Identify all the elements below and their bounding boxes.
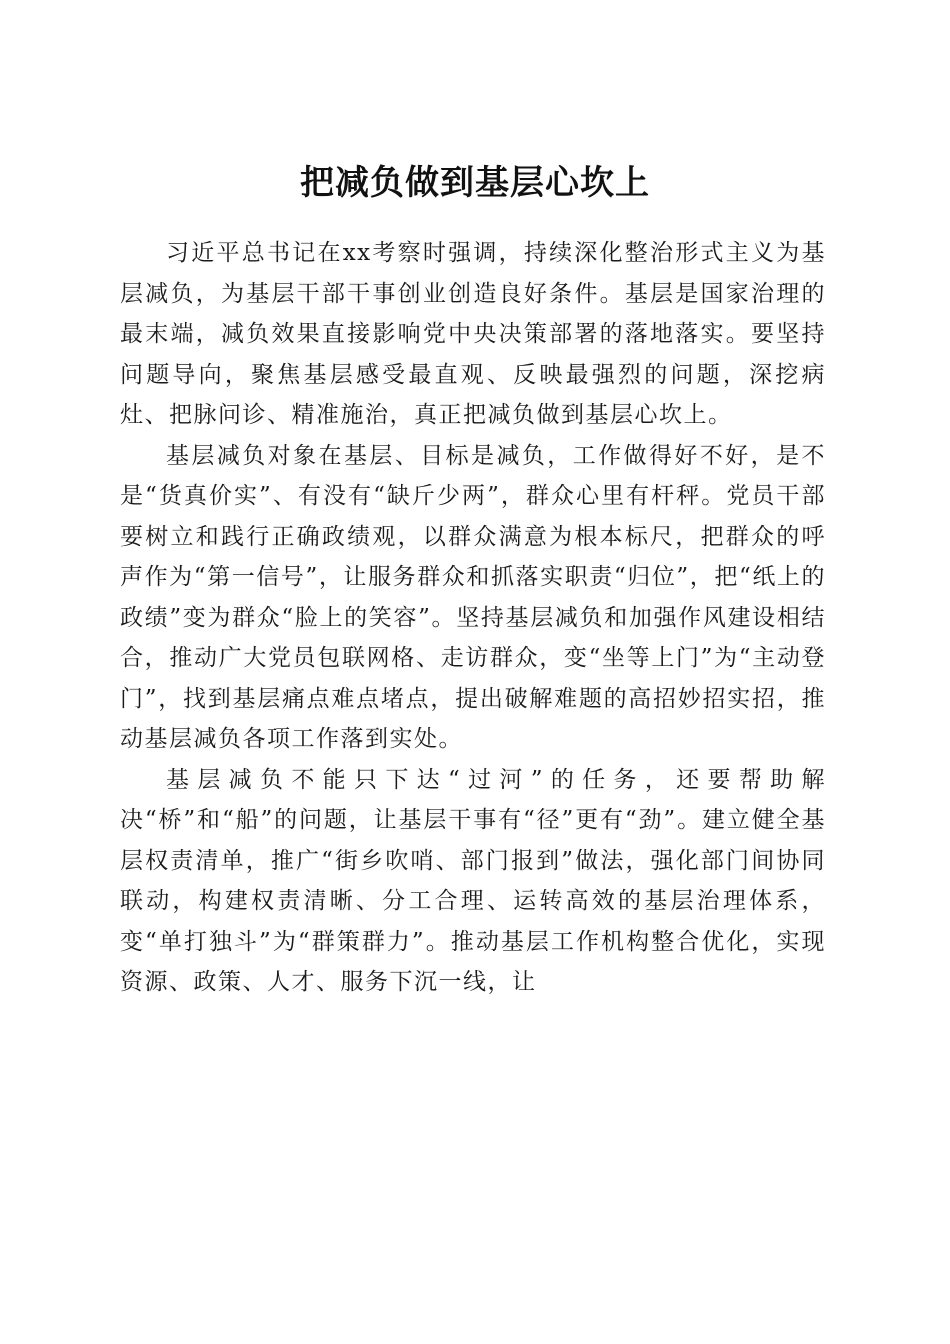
paragraph: 习近平总书记在xx考察时强调，持续深化整治形式主义为基层减负，为基层干部干事创业创造良好条件。基层是国家治理的最末端，减负效果直接影响党中央决策部署的落地落实。要坚持问题导向，聚焦基层感受最直观、反映最强烈的问题，深挖病灶、把脉问诊、精准施治，真正把减负做到基层心坎上。 [120, 240, 826, 428]
paragraph: 基层减负不能只下达“过河”的任务，还要帮助解决“桥”和“船”的问题，让基层干事有“径”更有“劲”。建立健全基层权责清单，推广“街乡吹哨、部门报到”做法，强化部门间协同联动，构建权责清晰、分工合理、运转高效的基层治理体系，变“单打独斗”为“群策群力”。推动基层工作机构整合优化，实现资源、政策、人才、服务下沉一线，让 [120, 766, 826, 995]
document-title: 把减负做到基层心坎上 [300, 162, 650, 203]
paragraph: 基层减负对象在基层、目标是减负，工作做得好不好，是不是“货真价实”、有没有“缺斤少两”，群众心里有杆秤。党员干部要树立和践行正确政绩观，以群众满意为根本标尺，把群众的呼声作为“第一信号”，让服务群众和抓落实职责“归位”，把“纸上的政绩”变为群众“脸上的笑容”。坚持基层减负和加强作风建设相结合，推动广大党员包联网格、走访群众，变“坐等上门”为“主动登门”，找到基层痛点难点堵点，提出破解难题的高招妙招实招，推动基层减负各项工作落到实处。 [120, 442, 826, 752]
document-body [120, 233, 826, 1003]
